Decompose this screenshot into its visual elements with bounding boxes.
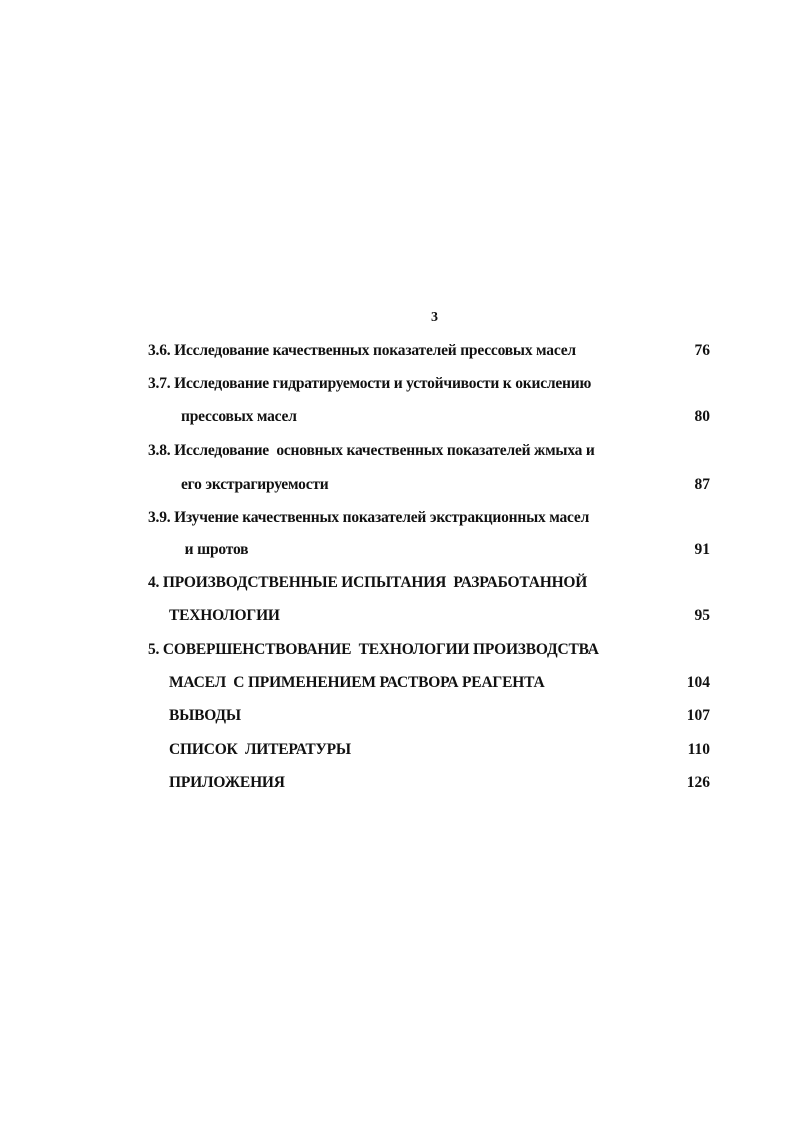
toc-entry-5-cont: МАСЕЛ С ПРИМЕНЕНИЕМ РАСТВОРА РЕАГЕНТА — [169, 674, 545, 691]
toc-entry-references: СПИСОК ЛИТЕРАТУРЫ — [169, 741, 351, 758]
toc-entry-4-cont: ТЕХНОЛОГИИ — [169, 607, 280, 624]
toc-page: 87 — [694, 476, 710, 493]
toc-entry-5: 5. СОВЕРШЕНСТВОВАНИЕ ТЕХНОЛОГИИ ПРОИЗВОДСТВА — [148, 641, 599, 658]
toc-page: 110 — [687, 741, 710, 758]
toc-entry-appendices: ПРИЛОЖЕНИЯ — [169, 774, 285, 791]
toc-page: 126 — [686, 774, 710, 791]
toc-entry-3-7-cont: прессовых масел — [181, 408, 297, 425]
toc-page: 76 — [694, 342, 710, 359]
toc-entry-4: 4. ПРОИЗВОДСТВЕННЫЕ ИСПЫТАНИЯ РАЗРАБОТАННОЙ — [148, 574, 588, 591]
toc-entry-3-7: 3.7. Исследование гидратируемости и устойчивости к окислению — [148, 375, 592, 392]
toc-page: 80 — [694, 408, 710, 425]
toc-entry-3-9-cont: и шротов — [181, 541, 249, 558]
toc-entry-3-6: 3.6. Исследование качественных показателей прессовых масел — [148, 342, 576, 359]
toc-page: 107 — [686, 707, 710, 724]
toc-entry-conclusions: ВЫВОДЫ — [169, 707, 241, 724]
toc-page: 95 — [694, 607, 710, 624]
toc-entry-3-8: 3.8. Исследование основных качественных показателей жмыха и — [148, 442, 595, 459]
page-number: 3 — [431, 310, 438, 325]
toc-entry-3-9: 3.9. Изучение качественных показателей экстракционных масел — [148, 509, 590, 526]
toc-page: 91 — [694, 541, 710, 558]
toc-entry-3-8-cont: его экстрагируемости — [181, 476, 329, 493]
toc-page: 104 — [686, 674, 710, 691]
